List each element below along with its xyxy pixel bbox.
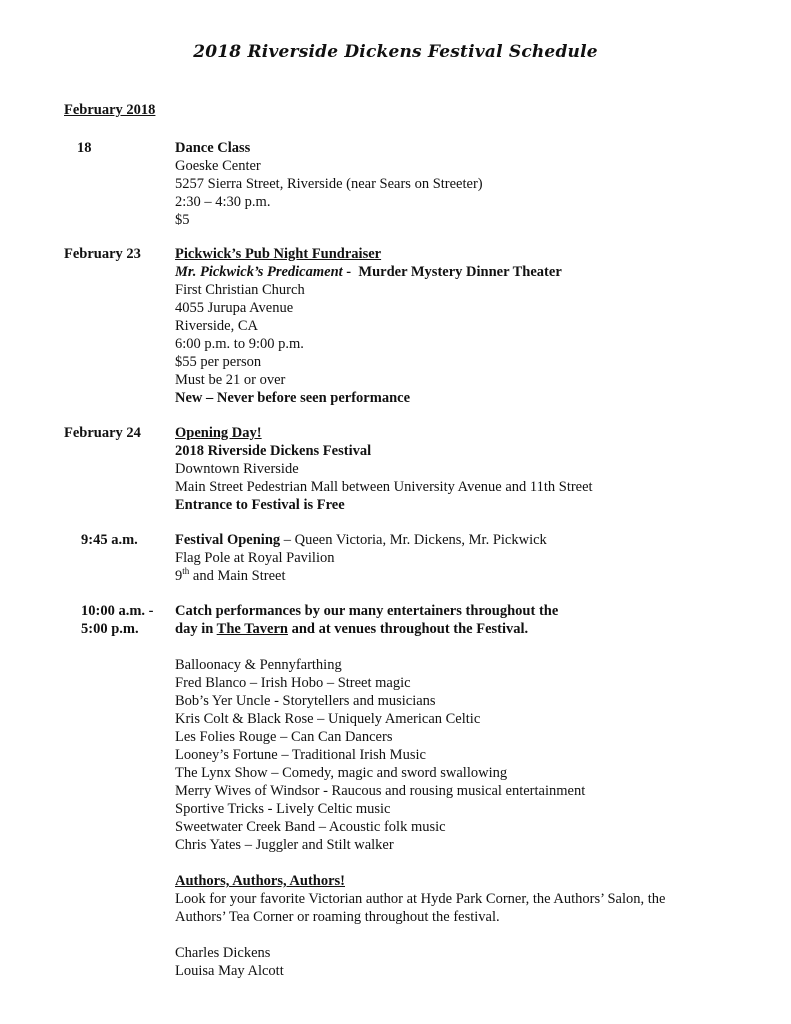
show-type: Murder Mystery Dinner Theater	[358, 264, 562, 280]
street-rest: and Main Street	[189, 568, 286, 584]
show-separator: -	[342, 264, 359, 280]
ordinal-suffix: th	[182, 566, 190, 577]
show-line	[175, 263, 735, 281]
venue: First Christian Church	[175, 282, 305, 298]
intro-part: day in	[175, 621, 217, 637]
list-item: Merry Wives of Windsor - Raucous and rousing musical entertainment	[175, 783, 586, 799]
event-title: Dance Class	[175, 140, 251, 156]
event-detail: – Queen Victoria, Mr. Dickens, Mr. Pickwick	[280, 532, 547, 548]
list-item: Sportive Tricks - Lively Celtic music	[175, 801, 391, 817]
address: 5257 Sierra Street, Riverside (near Sears on Streeter)	[175, 176, 483, 192]
location: Downtown Riverside	[175, 461, 299, 477]
street-number: 9	[175, 568, 183, 584]
address: 4055 Jurupa Avenue	[175, 300, 294, 316]
festival-name: 2018 Riverside Dickens Festival	[175, 443, 372, 459]
age-requirement: Must be 21 or over	[175, 372, 286, 388]
intro-part: and at venues throughout the Festival.	[287, 621, 529, 637]
entry-body	[175, 531, 735, 585]
list-item: Sweetwater Creek Band – Acoustic folk music	[175, 819, 446, 835]
event-note: Entrance to Festival is Free	[175, 497, 345, 513]
list-item: Louisa May Alcott	[175, 963, 284, 979]
entry-body	[175, 602, 735, 980]
time: 6:00 p.m. to 9:00 p.m.	[175, 336, 304, 352]
entry-body	[175, 424, 735, 514]
entry-body	[175, 245, 735, 407]
event-title: Festival Opening	[175, 532, 281, 548]
list-item: Kris Colt & Black Rose – Uniquely American Celtic	[175, 711, 481, 727]
page-title: 2018 Riverside Dickens Festival Schedule	[193, 42, 598, 62]
event-title: Pickwick’s Pub Night Fundraiser	[175, 246, 382, 262]
entry-body	[175, 139, 735, 229]
location: Flag Pole at Royal Pavilion	[175, 550, 335, 566]
location-detail: Main Street Pedestrian Mall between University Avenue and 11th Street	[175, 479, 593, 495]
list-item: Balloonacy & Pennyfarthing	[175, 657, 342, 673]
authors-description: Look for your favorite Victorian author at Hyde Park Corner, the Authors’ Salon, the Authors’ Tea Corner or roaming throughout the festival.	[175, 891, 666, 925]
time-end: 5:00 p.m.	[81, 621, 139, 637]
opening-line	[175, 531, 735, 549]
price: $55 per person	[175, 354, 262, 370]
price: $5	[175, 212, 190, 228]
list-item: The Lynx Show – Comedy, magic and sword swallowing	[175, 765, 508, 781]
time: 2:30 – 4:30 p.m.	[175, 194, 271, 210]
list-item: Charles Dickens	[175, 945, 271, 961]
list-item: Fred Blanco – Irish Hobo – Street magic	[175, 675, 411, 691]
month-heading: February 2018	[64, 102, 156, 118]
entry-date: February 23	[64, 246, 141, 262]
entry-time	[81, 602, 154, 638]
list-item: Chris Yates – Juggler and Stilt walker	[175, 837, 394, 853]
entry-time: 9:45 a.m.	[81, 532, 138, 548]
author-list	[175, 944, 735, 980]
list-item: Les Folies Rouge – Can Can Dancers	[175, 729, 393, 745]
list-item: Bob’s Yer Uncle - Storytellers and musicians	[175, 693, 436, 709]
tavern-link: The Tavern	[216, 621, 288, 637]
performer-list	[175, 656, 735, 854]
city: Riverside, CA	[175, 318, 258, 334]
intro-line-1: Catch performances by our many entertainers throughout the	[175, 603, 559, 619]
list-item: Looney’s Fortune – Traditional Irish Music	[175, 747, 426, 763]
venue: Goeske Center	[175, 158, 261, 174]
entry-date: February 24	[64, 425, 141, 441]
show-title: Mr. Pickwick’s Predicament	[175, 264, 343, 280]
location-street	[175, 567, 735, 585]
intro-line-2	[175, 620, 735, 638]
event-note: New – Never before seen performance	[175, 390, 411, 406]
authors-heading: Authors, Authors, Authors!	[175, 873, 345, 889]
time-start: 10:00 a.m. -	[81, 603, 154, 619]
event-title: Opening Day!	[175, 425, 262, 441]
entry-date: 18	[77, 140, 92, 156]
